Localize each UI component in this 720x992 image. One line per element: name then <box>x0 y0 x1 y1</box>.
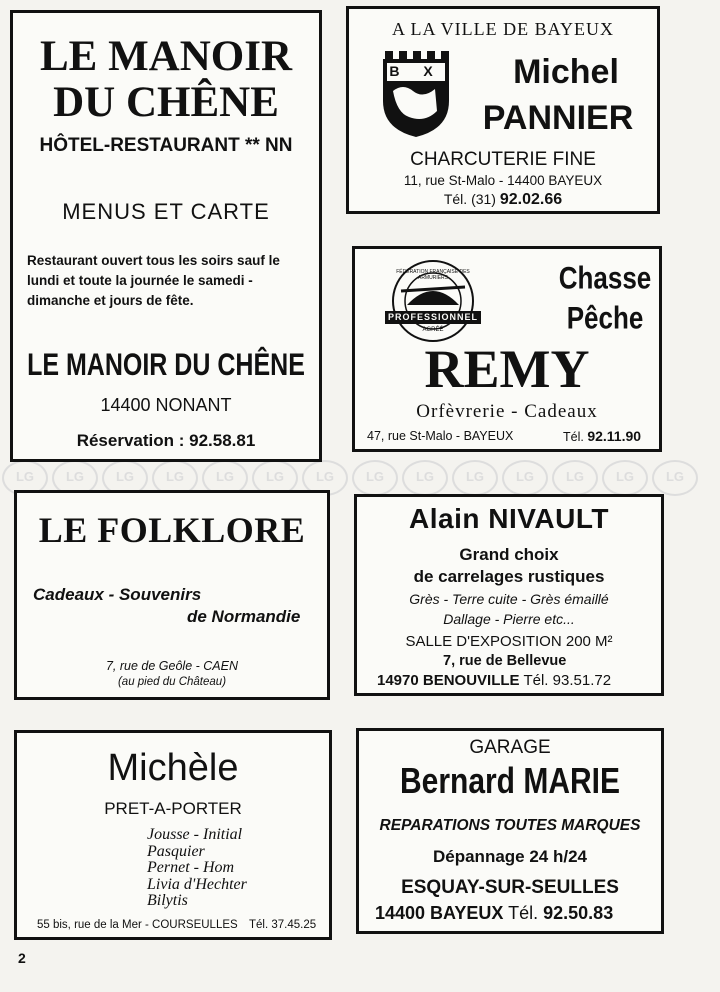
marie-tel-label: Tél. <box>508 903 539 923</box>
michele-brand: Pernet - Hom <box>147 859 235 876</box>
manoir-reservation: Réservation : 92.58.81 <box>76 431 256 450</box>
michele-address: 55 bis, rue de la Mer - COURSEULLES <box>37 919 238 931</box>
nivault-town-line <box>377 672 611 689</box>
page-number: 2 <box>18 950 26 966</box>
pannier-address: 11, rue St-Malo - 14400 BAYEUX <box>403 173 603 188</box>
marie-tel-number: 92.50.83 <box>543 903 614 923</box>
marie-heading: GARAGE <box>469 737 551 758</box>
manoir-menus: MENUS ET CARTE <box>62 199 270 224</box>
pannier-tel-label: Tél. (31) <box>443 191 496 207</box>
manoir-hours-line: dimanche et jours de fête. <box>27 293 194 308</box>
folklore-line2: de Normandie <box>187 607 301 626</box>
ad-alain-nivault <box>354 494 664 696</box>
nivault-town: 14970 BENOUVILLE <box>377 672 520 689</box>
michele-brand: Bilytis <box>147 892 188 909</box>
michele-brand: Livia d'Hechter <box>147 875 247 893</box>
ad-remy <box>352 246 662 452</box>
remy-trade: Orfèvrerie - Cadeaux <box>416 401 598 422</box>
manoir-hours-line: Restaurant ouvert tous les soirs sauf le <box>27 253 280 268</box>
manoir-hours-line: lundi et toute la journée le samedi - <box>27 273 253 288</box>
michele-category: PRET-A-PORTER <box>104 799 242 818</box>
nivault-line1: Grand choix <box>459 545 559 564</box>
bayeux-crest-icon <box>379 51 453 139</box>
ad-michele <box>14 730 332 940</box>
michele-brand: Pasquier <box>147 842 205 860</box>
ad-manoir-du-chene <box>10 10 322 462</box>
remy-address: 47, rue St-Malo - BAYEUX <box>367 429 514 443</box>
pannier-trade: CHARCUTERIE FINE <box>410 149 596 170</box>
nivault-line3: Grès - Terre cuite - Grès émaillé <box>409 591 609 607</box>
marie-name: Bernard MARIE <box>399 761 621 802</box>
nivault-name: Alain NIVAULT <box>409 503 609 534</box>
michele-brand: Jousse - Initial <box>147 826 243 843</box>
manoir-name-repeat: LE MANOIR DU CHÊNE <box>27 347 305 383</box>
remy-tel <box>563 428 641 444</box>
background-pattern-strip: LG LG LG LG LG LG LG LG LG LG LG LG LG LG <box>0 458 720 498</box>
pannier-heading: A LA VILLE DE BAYEUX <box>392 19 614 39</box>
nivault-tel-number: 93.51.72 <box>552 672 612 689</box>
nivault-tel-label: Tél. <box>523 672 549 689</box>
nivault-line2: de carrelages rustiques <box>413 567 605 586</box>
seal-arc-text: FÉDÉRATION FRANÇAISE DES ARMURIERS <box>396 269 470 281</box>
remy-name: REMY <box>424 339 590 399</box>
remy-tel-label: Tél. <box>563 430 584 444</box>
pannier-last-name: PANNIER <box>482 99 634 137</box>
ad-le-folklore <box>14 490 330 700</box>
manoir-town: 14400 NONANT <box>100 395 232 415</box>
nivault-address: 7, rue de Bellevue <box>443 653 567 669</box>
ad-michel-pannier <box>346 6 660 214</box>
seal-bottom-text: AGRÉÉ <box>422 327 444 333</box>
marie-town1: ESQUAY-SUR-SEULLES <box>401 877 619 898</box>
crest-letters: B X <box>389 63 443 79</box>
remy-tel-number: 92.11.90 <box>587 428 642 444</box>
pannier-tel <box>349 191 657 209</box>
michele-tel: Tél. 37.45.25 <box>249 919 317 931</box>
nivault-line5: SALLE D'EXPOSITION 200 M² <box>405 633 613 650</box>
armuriers-seal-icon <box>385 259 481 349</box>
pannier-tel-number: 92.02.66 <box>499 191 563 208</box>
michele-name: Michèle <box>107 747 239 789</box>
marie-service: REPARATIONS TOUTES MARQUES <box>379 817 641 834</box>
manoir-hours <box>27 251 317 311</box>
manoir-title-line2: DU CHÊNE <box>53 79 279 126</box>
manoir-title-line1: LE MANOIR <box>39 33 293 80</box>
seal-band-text: PROFESSIONNEL <box>385 311 481 324</box>
folklore-line1: Cadeaux - Souvenirs <box>33 585 202 604</box>
folklore-address: 7, rue de Geôle - CAEN <box>105 659 238 673</box>
ad-garage-bernard-marie <box>356 728 664 934</box>
pannier-first-name: Michel <box>513 53 619 91</box>
manoir-subtitle: HÔTEL-RESTAURANT ** NN <box>39 135 293 156</box>
remy-chasse: Chasse <box>558 259 652 296</box>
marie-town-line <box>375 903 613 924</box>
nivault-line4: Dallage - Pierre etc... <box>443 611 575 627</box>
folklore-address-note: (au pied du Château) <box>117 676 227 688</box>
michele-brands <box>147 827 247 910</box>
remy-peche: Pêche <box>566 299 644 336</box>
marie-depannage: Dépannage 24 h/24 <box>432 847 587 866</box>
marie-town2: 14400 BAYEUX <box>375 903 504 923</box>
folklore-title: LE FOLKLORE <box>38 510 306 550</box>
